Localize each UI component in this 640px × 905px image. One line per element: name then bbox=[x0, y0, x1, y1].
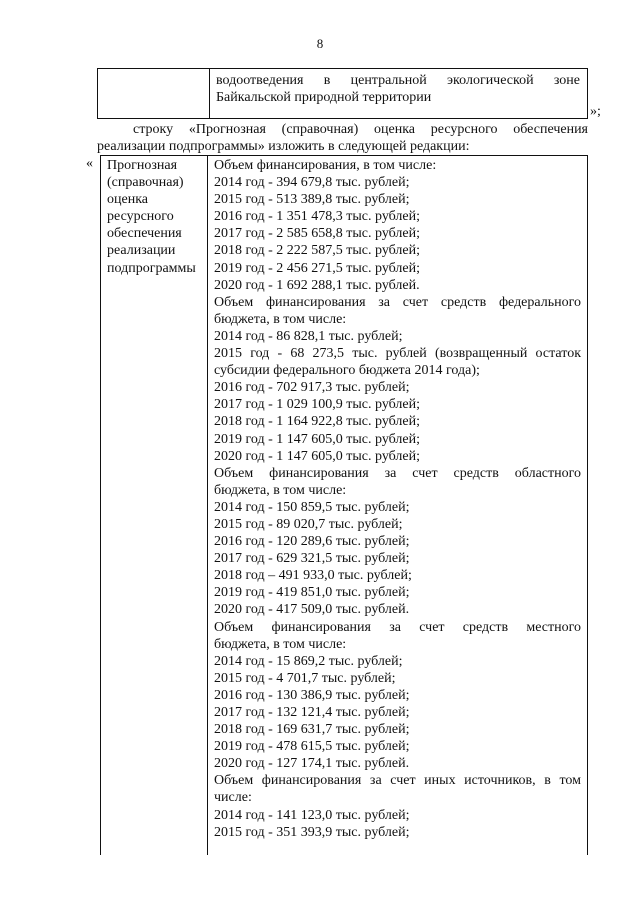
financing-line: бюджета, в том числе: bbox=[214, 636, 347, 652]
financing-line: 2020 год - 1 692 288,1 тыс. рублей. bbox=[214, 277, 420, 293]
financing-line: 2016 год - 1 351 478,3 тыс. рублей; bbox=[214, 209, 421, 225]
financing-line: 2014 год - 141 123,0 тыс. рублей; bbox=[214, 807, 410, 823]
financing-line: 2020 год - 1 147 605,0 тыс. рублей; bbox=[214, 448, 421, 464]
financing-line: 2014 год - 150 859,5 тыс. рублей; bbox=[214, 499, 410, 515]
financing-line: 2020 год - 417 509,0 тыс. рублей. bbox=[214, 602, 410, 618]
row-heading-line: ресурсного bbox=[107, 209, 174, 225]
financing-line: 2019 год - 478 615,5 тыс. рублей; bbox=[214, 739, 410, 755]
financing-line: 2016 год - 702 917,3 тыс. рублей; bbox=[214, 380, 410, 396]
financing-line: 2014 год - 15 869,2 тыс. рублей; bbox=[214, 653, 403, 669]
resource-table bbox=[100, 155, 588, 855]
closing-quote: »; bbox=[590, 104, 601, 119]
financing-line: 2018 год - 169 631,7 тыс. рублей; bbox=[214, 722, 410, 738]
financing-line: Объем финансирования за счет средств областного bbox=[214, 465, 581, 481]
financing-line: 2014 год - 86 828,1 тыс. рублей; bbox=[214, 328, 403, 344]
financing-line: 2015 год - 89 020,7 тыс. рублей; bbox=[214, 516, 403, 532]
financing-line: 2018 год – 491 933,0 тыс. рублей; bbox=[214, 568, 412, 584]
row-heading-line: реализации bbox=[107, 243, 176, 259]
paragraph-line: строку «Прогнозная (справочная) оценка ресурсного обеспечения bbox=[133, 122, 588, 137]
financing-line: 2019 год - 1 147 605,0 тыс. рублей; bbox=[214, 431, 421, 447]
financing-line: 2018 год - 2 222 587,5 тыс. рублей; bbox=[214, 243, 421, 259]
row-heading-line: оценка bbox=[107, 192, 149, 208]
financing-line: 2019 год - 2 456 271,5 тыс. рублей; bbox=[214, 260, 421, 276]
financing-line: Объем финансирования за счет средств местного bbox=[214, 619, 581, 635]
financing-line: 2015 год - 513 389,8 тыс. рублей; bbox=[214, 192, 410, 208]
paragraph-line: реализации подпрограммы» изложить в следующей редакции: bbox=[97, 139, 470, 154]
financing-line: 2015 год - 68 273,5 тыс. рублей (возвращенный остаток bbox=[214, 346, 581, 362]
financing-line: Объем финансирования за счет иных источников, в том bbox=[214, 773, 581, 789]
financing-line: 2018 год - 1 164 922,8 тыс. рублей; bbox=[214, 414, 421, 430]
financing-line: 2017 год - 629 321,5 тыс. рублей; bbox=[214, 551, 410, 567]
column-divider bbox=[207, 156, 208, 855]
amendment-paragraph bbox=[97, 121, 588, 155]
financing-cell bbox=[214, 157, 581, 841]
financing-line: Объем финансирования, в том числе: bbox=[214, 158, 437, 173]
financing-line: 2016 год - 130 386,9 тыс. рублей; bbox=[214, 687, 410, 703]
financing-line: числе: bbox=[214, 790, 252, 806]
table-cell-line: водоотведения в центральной экологической зоне bbox=[216, 73, 580, 88]
financing-line: субсидии федерального бюджета 2014 года); bbox=[214, 363, 480, 379]
financing-line: 2015 год - 4 701,7 тыс. рублей; bbox=[214, 670, 396, 686]
row-heading-line: Прогнозная bbox=[107, 158, 178, 173]
financing-line: 2014 год - 394 679,8 тыс. рублей; bbox=[214, 175, 410, 191]
row-heading-cell bbox=[107, 157, 207, 277]
financing-line: бюджета, в том числе: bbox=[214, 311, 347, 327]
financing-line: 2017 год - 2 585 658,8 тыс. рублей; bbox=[214, 226, 421, 242]
financing-line: 2019 год - 419 851,0 тыс. рублей; bbox=[214, 585, 410, 601]
table-cell-text bbox=[216, 72, 580, 106]
row-heading-line: обеспечения bbox=[107, 226, 182, 242]
page-number: 8 bbox=[316, 36, 324, 51]
financing-line: 2017 год - 132 121,4 тыс. рублей; bbox=[214, 705, 410, 720]
table-cell-line: Байкальской природной территории bbox=[216, 90, 432, 105]
row-heading-line: (справочная) bbox=[107, 175, 184, 191]
continued-table-row bbox=[97, 68, 588, 119]
financing-line: 2015 год - 351 393,9 тыс. рублей; bbox=[214, 824, 410, 840]
column-divider bbox=[209, 69, 210, 118]
financing-line: 2017 год - 1 029 100,9 тыс. рублей; bbox=[214, 397, 421, 413]
financing-line: Объем финансирования за счет средств федерального bbox=[214, 294, 581, 310]
financing-line: 2020 год - 127 174,1 тыс. рублей. bbox=[214, 756, 410, 772]
financing-line: 2016 год - 120 289,6 тыс. рублей; bbox=[214, 534, 410, 550]
financing-line: бюджета, в том числе: bbox=[214, 482, 347, 498]
row-heading-line: подпрограммы bbox=[107, 260, 196, 276]
opening-quote: « bbox=[86, 156, 93, 171]
